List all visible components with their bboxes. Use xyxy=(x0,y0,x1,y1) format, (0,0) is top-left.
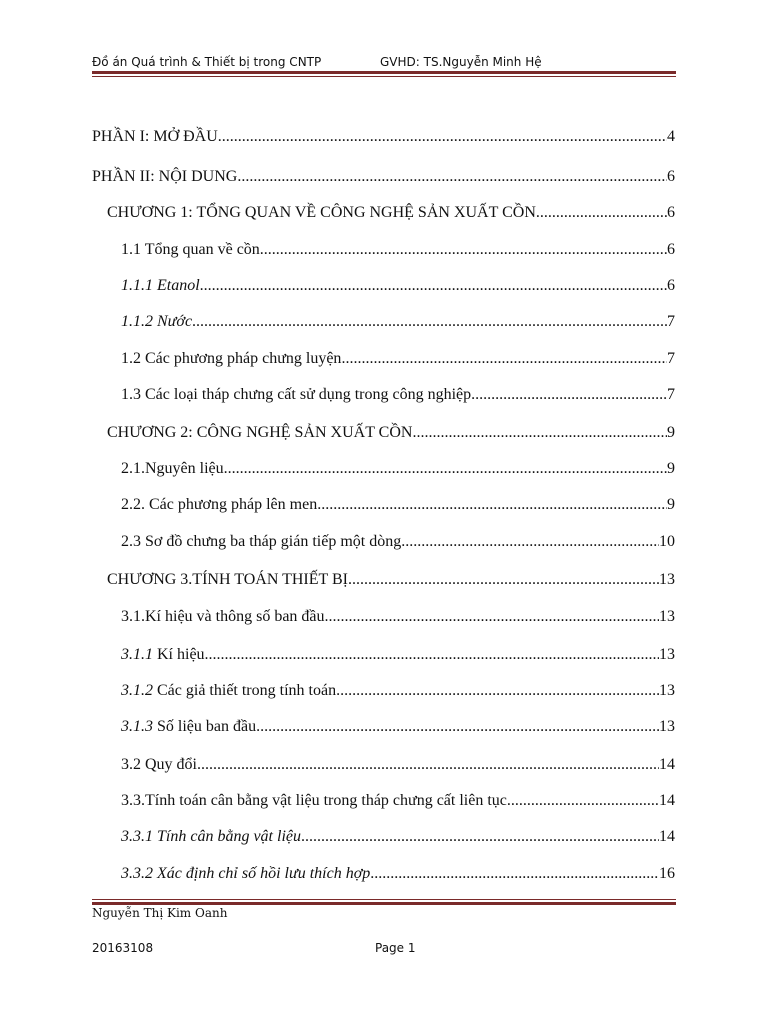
toc-entry[interactable] xyxy=(121,607,675,627)
toc-entry-title: 1.2 Các phương pháp chưng luyện xyxy=(121,350,342,367)
toc-dot-leader xyxy=(412,423,667,443)
toc-dot-leader xyxy=(224,459,667,479)
toc-dot-leader xyxy=(401,532,659,552)
footer-author: Nguyễn Thị Kim Oanh xyxy=(92,906,228,920)
toc-dot-leader xyxy=(197,755,659,775)
toc-dot-leader xyxy=(200,276,667,296)
toc-entry-title: 1.1 Tổng quan về cồn xyxy=(121,241,260,258)
footer-page-number: Page 1 xyxy=(375,941,416,955)
toc-page-number: 6 xyxy=(667,277,675,294)
header-supervisor: GVHD: TS.Nguyễn Minh Hệ xyxy=(380,55,542,69)
toc-page-number: 14 xyxy=(659,792,675,809)
toc-entry-title: 3.2 Quy đổi xyxy=(121,756,197,773)
toc-entry[interactable] xyxy=(121,385,675,405)
toc-entry-title xyxy=(121,645,205,665)
toc-page-number: 14 xyxy=(659,756,675,773)
toc-entry-title: CHƯƠNG 2: CÔNG NGHỆ SẢN XUẤT CỒN xyxy=(107,424,413,441)
toc-dot-leader xyxy=(218,127,667,147)
toc-entry-title: 1.1.2 Nước xyxy=(121,313,193,330)
toc-entry[interactable] xyxy=(121,791,675,811)
toc-entry-title: PHẦN I: MỞ ĐẦU xyxy=(92,128,218,145)
footer-rule-thin xyxy=(92,899,676,900)
toc-entry[interactable] xyxy=(121,645,675,665)
toc-page-number: 10 xyxy=(659,533,675,550)
toc-dot-leader xyxy=(301,827,659,847)
toc-page-number: 9 xyxy=(667,424,675,441)
toc-dot-leader xyxy=(341,349,667,369)
footer-rule-thick xyxy=(92,902,676,905)
toc-entry[interactable] xyxy=(121,717,675,737)
toc-page-number: 13 xyxy=(659,718,675,735)
toc-dot-leader xyxy=(336,681,659,701)
toc-page-number: 6 xyxy=(667,241,675,258)
toc-dot-leader xyxy=(536,203,667,223)
toc-page-number: 7 xyxy=(667,313,675,330)
toc-entry-title: 3.1.Kí hiệu và thông số ban đầu xyxy=(121,608,325,625)
toc-page-number: 4 xyxy=(667,128,675,145)
toc-entry-title: 2.3 Sơ đồ chưng ba tháp gián tiếp một dòng xyxy=(121,533,402,550)
toc-dot-leader xyxy=(325,607,659,627)
toc-page-number: 14 xyxy=(659,828,675,845)
toc-dot-leader xyxy=(370,864,659,884)
toc-entry[interactable] xyxy=(92,167,675,187)
toc-entry[interactable] xyxy=(107,203,675,223)
toc-page-number: 6 xyxy=(667,168,675,185)
toc-entry-number: 3.1.2 xyxy=(121,682,153,699)
toc-entry-text: Các giả thiết trong tính toán xyxy=(153,682,337,699)
header-course-title: Đồ án Quá trình & Thiết bị trong CNTP xyxy=(92,55,322,69)
toc-dot-leader xyxy=(205,645,659,665)
toc-dot-leader xyxy=(192,312,667,332)
toc-entry-title: PHẦN II: NỘI DUNG xyxy=(92,168,238,185)
toc-page-number: 7 xyxy=(667,350,675,367)
toc-entry-title xyxy=(121,681,336,701)
toc-page-number: 13 xyxy=(659,608,675,625)
toc-dot-leader xyxy=(471,385,667,405)
toc-dot-leader xyxy=(260,240,667,260)
toc-entry[interactable] xyxy=(121,532,675,552)
toc-page-number: 6 xyxy=(667,204,675,221)
toc-entry[interactable] xyxy=(121,681,675,701)
toc-entry[interactable] xyxy=(121,827,675,847)
toc-entry-title: 1.3 Các loại tháp chưng cất sử dụng trong công nghiệp xyxy=(121,386,472,403)
toc-entry-title: 3.3.2 Xác định chỉ số hồi lưu thích hợp xyxy=(121,865,371,882)
toc-page-number: 13 xyxy=(659,571,675,588)
toc-entry-title: 2.2. Các phương pháp lên men xyxy=(121,496,318,513)
toc-entry[interactable] xyxy=(121,349,675,369)
toc-entry-title xyxy=(121,717,256,737)
toc-page-number: 9 xyxy=(667,460,675,477)
toc-page-number: 16 xyxy=(659,865,675,882)
toc-entry[interactable] xyxy=(121,240,675,260)
toc-page-number: 13 xyxy=(659,682,675,699)
toc-entry[interactable] xyxy=(107,570,675,590)
toc-entry[interactable] xyxy=(121,459,675,479)
toc-entry-text: Số liệu ban đầu xyxy=(153,718,257,735)
toc-entry-number: 3.1.1 xyxy=(121,646,153,663)
toc-page-number: 7 xyxy=(667,386,675,403)
toc-dot-leader xyxy=(237,167,667,187)
toc-page-number: 9 xyxy=(667,496,675,513)
toc-entry-title: 1.1.1 Etanol xyxy=(121,277,200,294)
toc-dot-leader xyxy=(256,717,659,737)
toc-dot-leader xyxy=(507,791,659,811)
toc-entry[interactable] xyxy=(92,127,675,147)
toc-entry-title: 2.1.Nguyên liệu xyxy=(121,460,224,477)
toc-entry-title: 3.3.Tính toán cân bằng vật liệu trong tháp chưng cất liên tục xyxy=(121,792,507,809)
toc-entry-text: Kí hiệu xyxy=(153,646,205,663)
toc-entry[interactable] xyxy=(121,495,675,515)
toc-entry-number: 3.1.3 xyxy=(121,718,153,735)
toc-page-number: 13 xyxy=(659,646,675,663)
toc-entry[interactable] xyxy=(121,755,675,775)
toc-entry[interactable] xyxy=(121,864,675,884)
toc-entry[interactable] xyxy=(121,312,675,332)
toc-dot-leader xyxy=(348,570,659,590)
toc-entry-title: CHƯƠNG 3.TÍNH TOÁN THIẾT BỊ xyxy=(107,571,348,588)
toc-entry[interactable] xyxy=(107,423,675,443)
toc-dot-leader xyxy=(317,495,667,515)
footer-student-id: 20163108 xyxy=(92,941,154,955)
toc-entry[interactable] xyxy=(121,276,675,296)
toc-entry-title: 3.3.1 Tính cân bằng vật liệu xyxy=(121,828,301,845)
toc-entry-title: CHƯƠNG 1: TỔNG QUAN VỀ CÔNG NGHỆ SẢN XUẤT CỒN xyxy=(107,204,536,221)
